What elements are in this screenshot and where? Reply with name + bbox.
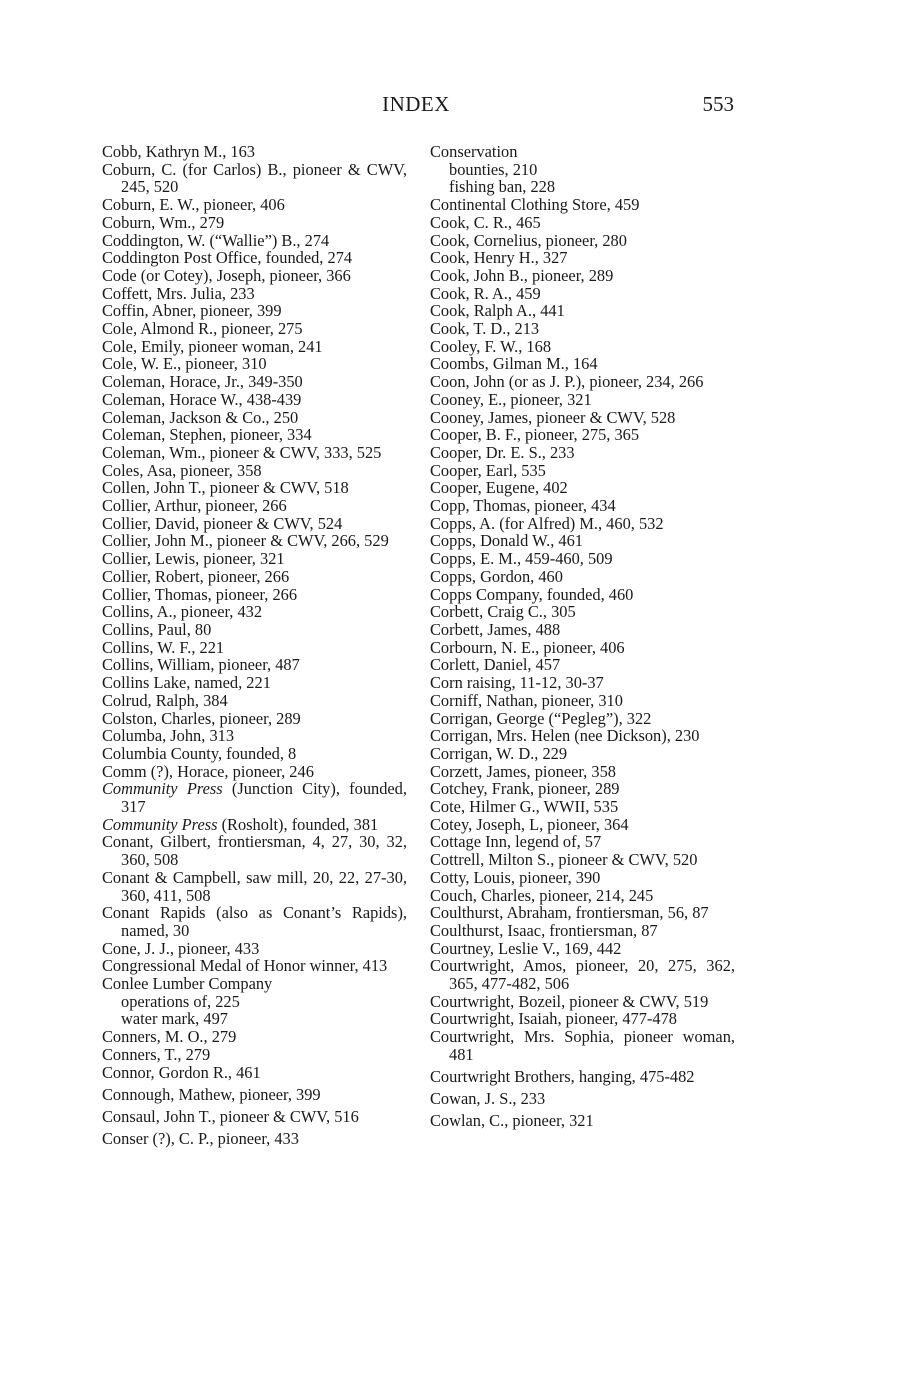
index-column-left xyxy=(102,143,407,1148)
index-entry: Colrud, Ralph, 384 xyxy=(102,690,228,710)
index-entry: Courtwright, Isaiah, pioneer, 477-478 xyxy=(430,1009,677,1029)
index-entry: Corrigan, George (“Pegleg”), 322 xyxy=(430,708,652,728)
index-subentry: bounties, 210 xyxy=(449,159,538,179)
index-entry: Coombs, Gilman M., 164 xyxy=(430,354,598,374)
index-entry: Coleman, Jackson & Co., 250 xyxy=(102,407,299,427)
index-entry: Cook, T. D., 213 xyxy=(430,319,540,339)
index-entry: Corbourn, N. E., pioneer, 406 xyxy=(430,637,625,657)
index-entry: Cooney, E., pioneer, 321 xyxy=(430,389,592,409)
index-entry: Coffett, Mrs. Julia, 233 xyxy=(102,283,255,303)
index-entry: Collins, William, pioneer, 487 xyxy=(102,655,300,675)
page-number: 553 xyxy=(702,92,734,116)
index-entry: Courtwright, Amos, pioneer, 20, 275, 362, 365, 477-482, 506 xyxy=(430,956,735,994)
index-entry: Collier, David, pioneer & CWV, 524 xyxy=(102,513,343,533)
index-entry: Connor, Gordon R., 461 xyxy=(102,1062,261,1082)
index-entry: Cook, Ralph A., 441 xyxy=(430,301,565,321)
index-entry: Copps, Gordon, 460 xyxy=(430,566,563,586)
index-entry: Coburn, E. W., pioneer, 406 xyxy=(102,195,285,215)
index-entry: Coleman, Wm., pioneer & CWV, 333, 525 xyxy=(102,442,382,462)
index-entry: Coleman, Horace W., 438-439 xyxy=(102,389,302,409)
index-entry: Collier, Arthur, pioneer, 266 xyxy=(102,496,287,516)
index-entry: Colston, Charles, pioneer, 289 xyxy=(102,708,301,728)
index-entry: Cooper, Eugene, 402 xyxy=(430,478,568,498)
index-entry: Continental Clothing Store, 459 xyxy=(430,195,640,215)
index-entry: Corlett, Daniel, 457 xyxy=(430,655,561,675)
index-entry: Copps, Donald W., 461 xyxy=(430,531,583,551)
index-entry: Corn raising, 11-12, 30-37 xyxy=(430,673,604,693)
index-entry: Congressional Medal of Honor winner, 413 xyxy=(102,956,388,976)
index-entry: Cook, Henry H., 327 xyxy=(430,248,568,268)
index-entry: Courtwright, Mrs. Sophia, pioneer woman, 481 xyxy=(430,1027,735,1064)
index-entry: Cook, John B., pioneer, 289 xyxy=(430,265,614,285)
index-entry: Collins Lake, named, 221 xyxy=(102,673,271,693)
publication-title: Community Press xyxy=(102,814,218,834)
index-entry: Conant, Gilbert, frontiersman, 4, 27, 30, 32, 360, 508 xyxy=(102,832,407,870)
index-entry: Cook, R. A., 459 xyxy=(430,283,541,303)
index-entry: Conant Rapids (also as Conant’s Rapids), named, 30 xyxy=(102,903,407,940)
index-entry: Code (or Cotey), Joseph, pioneer, 366 xyxy=(102,265,351,285)
index-entry: Courtney, Leslie V., 169, 442 xyxy=(430,938,622,958)
index-entry: Coddington Post Office, founded, 274 xyxy=(102,248,353,268)
index-entry: Coles, Asa, pioneer, 358 xyxy=(102,460,262,480)
index-entry: Conant & Campbell, saw mill, 20, 22, 27-30, 360, 411, 508 xyxy=(102,867,407,905)
index-entry: Conservation xyxy=(430,142,518,161)
index-entry: Cooper, Dr. E. S., 233 xyxy=(430,442,575,462)
index-entry: Copp, Thomas, pioneer, 434 xyxy=(430,496,616,516)
index-entry-italic-title xyxy=(102,780,407,815)
index-entry: Couch, Charles, pioneer, 214, 245 xyxy=(430,885,654,905)
index-entry: Copps, E. M., 459-460, 509 xyxy=(430,549,613,569)
index-entry: Connough, Mathew, pioneer, 399 xyxy=(102,1084,321,1104)
index-entry: Collier, Thomas, pioneer, 266 xyxy=(102,584,298,604)
index-subentry: operations of, 225 xyxy=(121,991,240,1011)
index-entry: Cowlan, C., pioneer, 321 xyxy=(430,1111,594,1131)
index-entry: Corbett, Craig C., 305 xyxy=(430,602,576,622)
index-entry: Collins, W. F., 221 xyxy=(102,637,225,657)
index-entry: Cook, C. R., 465 xyxy=(430,212,541,232)
page-header-title: INDEX xyxy=(382,92,450,116)
index-entry: Coulthurst, Abraham, frontiersman, 56, 87 xyxy=(430,903,709,923)
index-entry: Corrigan, Mrs. Helen (nee Dickson), 230 xyxy=(430,726,700,746)
index-entry: Coburn, Wm., 279 xyxy=(102,212,225,232)
index-entry: Copps, A. (for Alfred) M., 460, 532 xyxy=(430,513,664,533)
index-entry: Cone, J. J., pioneer, 433 xyxy=(102,938,260,958)
index-entry-detail: (Rosholt), founded, 381 xyxy=(217,814,379,834)
index-entry: Cotty, Louis, pioneer, 390 xyxy=(430,867,601,887)
index-entry: Cooper, Earl, 535 xyxy=(430,460,546,480)
index-entry: Coleman, Horace, Jr., 349-350 xyxy=(102,372,303,392)
index-entry: Coddington, W. (“Wallie”) B., 274 xyxy=(102,230,330,250)
index-column-right xyxy=(430,143,735,1130)
index-entry: Coffin, Abner, pioneer, 399 xyxy=(102,301,282,321)
index-entry: Copps Company, founded, 460 xyxy=(430,584,634,604)
index-subentry: fishing ban, 228 xyxy=(449,177,556,197)
index-entry: Courtwright, Bozeil, pioneer & CWV, 519 xyxy=(430,991,709,1011)
index-entry: Conners, T., 279 xyxy=(102,1044,211,1064)
index-entry: Coleman, Stephen, pioneer, 334 xyxy=(102,425,312,445)
index-entry: Cooney, James, pioneer & CWV, 528 xyxy=(430,407,676,427)
index-entry-italic-title xyxy=(102,816,407,834)
publication-title: Community Press xyxy=(102,779,223,799)
index-entry: Consaul, John T., pioneer & CWV, 516 xyxy=(102,1106,359,1126)
index-entry: Cole, Almond R., pioneer, 275 xyxy=(102,319,303,339)
index-entry: Cobb, Kathryn M., 163 xyxy=(102,142,255,161)
index-entry: Coulthurst, Isaac, frontiersman, 87 xyxy=(430,920,658,940)
index-entry: Cooper, B. F., pioneer, 275, 365 xyxy=(430,425,640,445)
index-entry: Cole, Emily, pioneer woman, 241 xyxy=(102,336,323,356)
index-entry: Cooley, F. W., 168 xyxy=(430,336,552,356)
index-entry: Collins, A., pioneer, 432 xyxy=(102,602,263,622)
index-entry: Corrigan, W. D., 229 xyxy=(430,743,568,763)
index-entry: Coburn, C. (for Carlos) B., pioneer & CWV, 245, 520 xyxy=(102,159,407,197)
index-entry: Collier, John M., pioneer & CWV, 266, 529 xyxy=(102,531,389,551)
index-entry: Collier, Robert, pioneer, 266 xyxy=(102,566,290,586)
index-entry: Conser (?), C. P., pioneer, 433 xyxy=(102,1129,299,1149)
index-entry: Collier, Lewis, pioneer, 321 xyxy=(102,549,285,569)
index-entry: Cotey, Joseph, L, pioneer, 364 xyxy=(430,814,629,834)
index-entry: Collen, John T., pioneer & CWV, 518 xyxy=(102,478,349,498)
index-entry: Cole, W. E., pioneer, 310 xyxy=(102,354,267,374)
index-entry: Comm (?), Horace, pioneer, 246 xyxy=(102,761,314,781)
index-entry: Columbia County, founded, 8 xyxy=(102,743,297,763)
index-entry: Columba, John, 313 xyxy=(102,726,235,746)
index-entry: Corbett, James, 488 xyxy=(430,619,561,639)
index-entry: Cottage Inn, legend of, 57 xyxy=(430,832,602,852)
index-entry: Cottrell, Milton S., pioneer & CWV, 520 xyxy=(430,850,698,870)
index-entry: Corzett, James, pioneer, 358 xyxy=(430,761,616,781)
index-entry: Cook, Cornelius, pioneer, 280 xyxy=(430,230,627,250)
index-entry: Coon, John (or as J. P.), pioneer, 234, 266 xyxy=(430,372,704,392)
index-entry: Courtwright Brothers, hanging, 475-482 xyxy=(430,1067,695,1087)
index-entry: Corniff, Nathan, pioneer, 310 xyxy=(430,690,623,710)
index-entry: Cotchey, Frank, pioneer, 289 xyxy=(430,779,620,799)
index-entry: Collins, Paul, 80 xyxy=(102,619,212,639)
index-entry-detail: (Junction City), founded, 317 xyxy=(121,779,407,817)
index-subentry: water mark, 497 xyxy=(121,1009,228,1029)
index-entry: Conlee Lumber Company xyxy=(102,974,273,994)
index-entry: Conners, M. O., 279 xyxy=(102,1027,237,1047)
index-entry: Cowan, J. S., 233 xyxy=(430,1089,546,1109)
index-entry: Cote, Hilmer G., WWII, 535 xyxy=(430,797,619,817)
